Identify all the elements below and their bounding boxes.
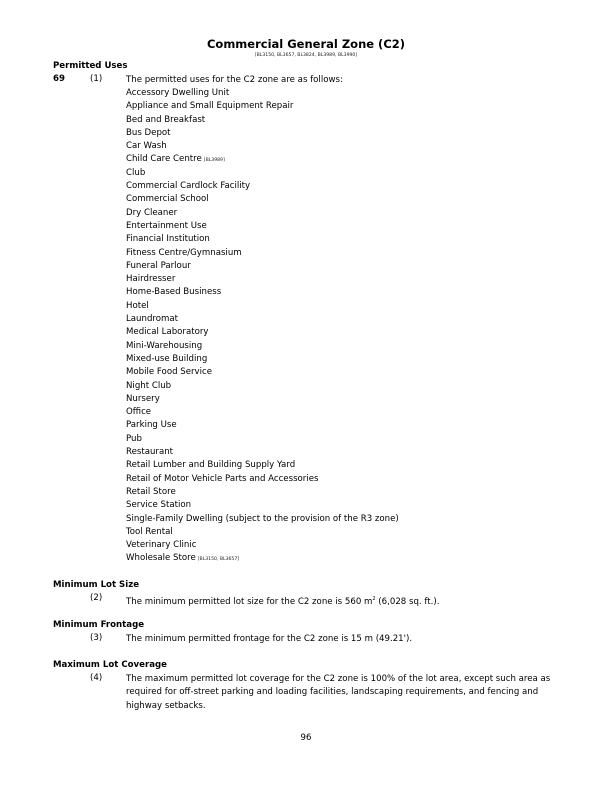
min-lot-size-text xyxy=(126,593,439,609)
permitted-use-label: Medical Laboratory xyxy=(126,327,209,338)
title-amendment-references: [BL3150, BL3657, BL3824, BL3989, BL3990] xyxy=(254,53,358,58)
permitted-use-label: Retail of Motor Vehicle Parts and Accessories xyxy=(126,473,319,484)
permitted-use-label: Fitness Centre/Gymnasium xyxy=(126,247,242,258)
permitted-use-label: Single-Family Dwelling (subject to the provision of the R3 zone) xyxy=(126,513,399,524)
permitted-use-label: Entertainment Use xyxy=(126,220,207,231)
permitted-use-item xyxy=(126,419,399,432)
permitted-use-label: Funeral Parlour xyxy=(126,260,191,271)
permitted-use-item xyxy=(126,153,399,166)
min-frontage-text: The minimum permitted frontage for the C2 zone is 15 m (49.21'). xyxy=(126,634,413,644)
permitted-use-label: Wholesale Store xyxy=(126,553,196,564)
amendment-reference: [BL3150, BL3657] xyxy=(197,557,240,563)
permitted-use-item xyxy=(126,366,399,379)
subsection-2-number: (2) xyxy=(90,593,103,603)
permitted-use-item xyxy=(126,273,399,286)
permitted-use-label: Office xyxy=(126,407,152,418)
permitted-use-label: Accessory Dwelling Unit xyxy=(126,88,230,98)
permitted-use-label: Financial Institution xyxy=(126,234,210,245)
min-lot-size-text-imperial: (6,028 sq. ft.). xyxy=(375,596,440,607)
permitted-use-label: Car Wash xyxy=(126,141,167,152)
max-lot-coverage-heading: Maximum Lot Coverage xyxy=(53,660,167,670)
permitted-use-item xyxy=(126,380,399,393)
permitted-use-item xyxy=(126,552,399,565)
min-frontage-heading: Minimum Frontage xyxy=(53,620,145,630)
permitted-use-label: Pub xyxy=(126,433,142,444)
permitted-use-label: Commercial Cardlock Facility xyxy=(126,181,251,192)
permitted-use-item xyxy=(126,247,399,260)
permitted-use-label: Appliance and Small Equipment Repair xyxy=(126,101,294,112)
permitted-uses-heading: Permitted Uses xyxy=(53,61,128,71)
permitted-use-label: Child Care Centre xyxy=(126,154,202,165)
permitted-use-item xyxy=(126,114,399,127)
permitted-uses-intro: The permitted uses for the C2 zone are as follows: xyxy=(126,75,343,85)
permitted-use-label: Hotel xyxy=(126,300,149,311)
permitted-use-label: Bus Depot xyxy=(126,127,171,138)
subsection-1-number: (1) xyxy=(90,74,103,84)
page-number: 96 xyxy=(300,733,312,743)
permitted-use-label: Mini-Warehousing xyxy=(126,340,203,351)
min-lot-size-heading: Minimum Lot Size xyxy=(53,580,140,590)
permitted-use-item xyxy=(126,513,399,526)
permitted-use-label: Veterinary Clinic xyxy=(126,540,197,551)
max-lot-coverage-text: The maximum permitted lot coverage for the C2 zone is 100% of the lot area, except such area as required for off-street parking and loading facilities, landscaping requirements, and fencing and highway setbacks. xyxy=(126,674,551,711)
permitted-use-item xyxy=(126,300,399,313)
permitted-use-label: Retail Store xyxy=(126,486,176,497)
permitted-use-label: Dry Cleaner xyxy=(126,207,178,218)
permitted-use-label: Commercial School xyxy=(126,194,209,205)
subsection-4-number: (4) xyxy=(90,673,103,683)
permitted-use-item xyxy=(126,393,399,406)
min-lot-size-superscript: 2 xyxy=(372,596,376,602)
permitted-use-item xyxy=(126,167,399,180)
permitted-use-label: Bed and Breakfast xyxy=(126,114,206,125)
permitted-use-item xyxy=(126,473,399,486)
permitted-use-item xyxy=(126,446,399,459)
permitted-use-label: Tool Rental xyxy=(126,526,173,537)
permitted-use-label: Night Club xyxy=(126,380,172,391)
permitted-use-item xyxy=(126,499,399,512)
permitted-use-item xyxy=(126,233,399,246)
page-title: Commercial General Zone (C2) xyxy=(206,37,406,51)
permitted-use-item xyxy=(126,486,399,499)
permitted-use-item xyxy=(126,207,399,220)
permitted-use-item xyxy=(126,459,399,472)
permitted-use-label: Parking Use xyxy=(126,420,177,431)
permitted-use-label: Laundromat xyxy=(126,314,179,325)
permitted-use-item xyxy=(126,326,399,339)
permitted-use-label: Club xyxy=(126,167,146,178)
permitted-use-item xyxy=(126,353,399,366)
permitted-use-label: Mobile Food Service xyxy=(126,367,213,378)
permitted-use-item xyxy=(126,260,399,273)
permitted-use-item xyxy=(126,220,399,233)
permitted-use-item xyxy=(126,87,399,100)
permitted-use-item xyxy=(126,433,399,446)
permitted-use-label: Mixed-use Building xyxy=(126,353,208,364)
permitted-use-label: Nursery xyxy=(126,393,160,404)
permitted-use-item xyxy=(126,340,399,353)
permitted-use-label: Service Station xyxy=(126,500,192,511)
permitted-use-item xyxy=(126,193,399,206)
permitted-use-item xyxy=(126,140,399,153)
permitted-use-item xyxy=(126,286,399,299)
permitted-use-item xyxy=(126,100,399,113)
permitted-use-item xyxy=(126,526,399,539)
permitted-use-item xyxy=(126,539,399,552)
permitted-use-label: Restaurant xyxy=(126,447,174,458)
section-number: 69 xyxy=(53,74,65,84)
permitted-use-label: Retail Lumber and Building Supply Yard xyxy=(126,460,296,471)
permitted-uses-list xyxy=(126,87,399,566)
amendment-reference: [BL3989] xyxy=(203,158,225,164)
permitted-use-item xyxy=(126,406,399,419)
permitted-use-label: Home-Based Business xyxy=(126,287,222,298)
subsection-3-number: (3) xyxy=(90,633,103,643)
min-lot-size-text-main: The minimum permitted lot size for the C2 zone is 560 m xyxy=(126,596,373,607)
permitted-use-item xyxy=(126,127,399,140)
permitted-use-item xyxy=(126,313,399,326)
permitted-use-label: Hairdresser xyxy=(126,274,176,285)
permitted-use-item xyxy=(126,180,399,193)
